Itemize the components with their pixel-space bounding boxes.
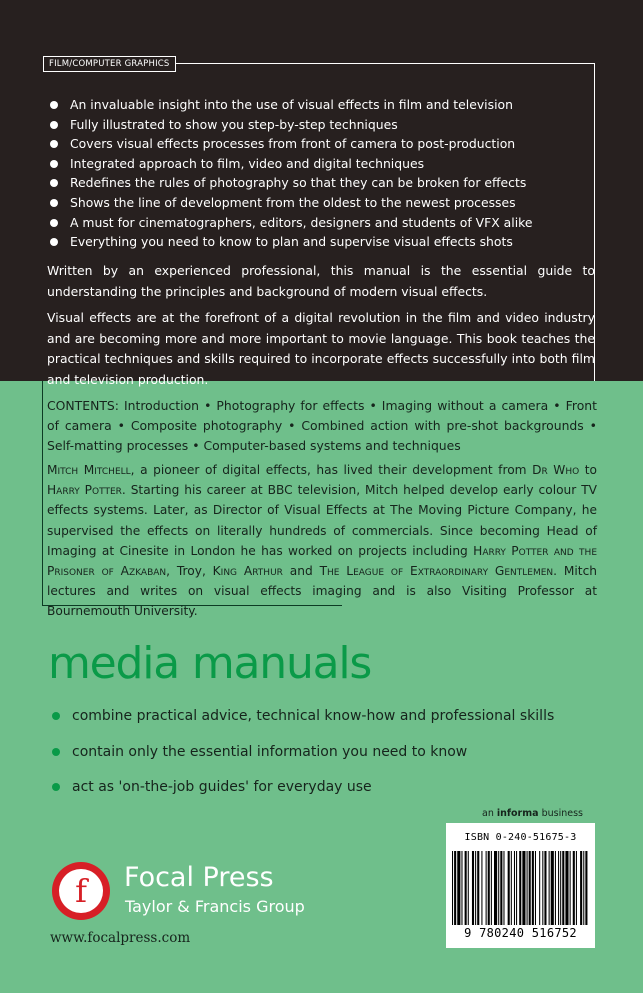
bullet-icon: [50, 140, 58, 148]
description-paragraph-2: Visual effects are at the forefront of a digital revolution in the film and video industry and are becoming more and more important to movie language. This book teaches the practical techniques and skills required to incorporate effects successfully into both film and television production.: [47, 310, 595, 387]
isbn-label: ISBN 0-240-51675-3: [464, 832, 577, 843]
barcode-bar: [565, 851, 568, 925]
bio-text: and: [282, 564, 320, 579]
barcode-bar: [475, 851, 476, 925]
barcode-bar: [514, 851, 515, 925]
barcode-bar: [522, 851, 525, 925]
informa-suffix: business: [538, 808, 583, 819]
barcode-bar: [488, 851, 490, 925]
barcode-bar: [560, 851, 561, 925]
barcode-bar: [576, 851, 577, 925]
author-name: Mitch Mitchell: [47, 463, 131, 477]
informa-credit: [482, 808, 583, 819]
barcode-bar: [508, 851, 510, 925]
barcode-bar: [529, 851, 531, 925]
barcode-bar: [461, 851, 462, 925]
series-benefit-list: [52, 705, 554, 812]
list-item: [50, 213, 590, 233]
bullet-icon: [52, 783, 60, 791]
list-item: [50, 193, 590, 213]
barcode-bar: [558, 851, 559, 925]
bullet-icon: [50, 121, 58, 129]
feature-text: Redefines the rules of photography so that they can be broken for effects: [70, 175, 527, 191]
barcode-bar: [527, 851, 528, 925]
feature-text: Covers visual effects processes from front of camera to post-production: [70, 136, 516, 152]
focal-press-logo-icon: [48, 858, 114, 924]
barcode-bar: [465, 851, 467, 925]
bullet-icon: [50, 199, 58, 207]
barcode-bar: [580, 851, 582, 925]
barcode-bar: [457, 851, 460, 925]
author-bio: [47, 460, 597, 622]
barcode-bar: [573, 851, 575, 925]
bullet-icon: [52, 712, 60, 720]
barcode-bar: [491, 851, 492, 925]
publisher-name: Focal Press: [124, 862, 274, 893]
list-item: [50, 154, 590, 174]
feature-text: Integrated approach to film, video and digital techniques: [70, 155, 425, 171]
barcode-graphic: [452, 851, 589, 925]
barcode-bar: [498, 851, 499, 925]
barcode-bar: [542, 851, 543, 925]
title-harry-potter: Harry Potter: [47, 483, 122, 498]
list-item: [50, 134, 590, 154]
title-king-arthur: King Arthur: [212, 564, 283, 579]
barcode-bar: [544, 851, 546, 925]
benefit-text: act as 'on-the-job guides' for everyday use: [72, 779, 372, 795]
publisher-website-link[interactable]: www.focalpress.com: [50, 930, 191, 946]
bullet-icon: [50, 160, 58, 168]
barcode-panel: [446, 823, 595, 948]
feature-text: Everything you need to know to plan and supervise visual effects shots: [70, 234, 513, 250]
bullet-icon: [50, 101, 58, 109]
title-league: The League of Extraordinary Gentlemen: [319, 564, 554, 579]
barcode-bar: [472, 851, 474, 925]
barcode-bar: [532, 851, 534, 925]
barcode-bar: [555, 851, 556, 925]
feature-list: [50, 95, 590, 252]
bio-text: , Troy,: [166, 564, 213, 579]
informa-brand: informa: [496, 808, 539, 819]
barcode-bar: [519, 851, 521, 925]
title-azkaban: Harry Potter and the Prisoner of Azkaban: [47, 543, 597, 579]
description-paragraph-1: Written by an experienced professional, this manual is the essential guide to understanding the principles and background of modern visual effects.: [47, 263, 595, 299]
publisher-group: Taylor & Francis Group: [125, 897, 305, 916]
list-item: [52, 741, 554, 777]
contents-paragraph: CONTENTS: Introduction • Photography for effects • Imaging without a camera • Front of camera • Composite photography • Combined action with pre-shot backgrounds • Self-matting processes • Computer-based systems and techniques: [47, 398, 597, 454]
feature-text: Shows the line of development from the oldest to the newest processes: [70, 194, 516, 210]
bio-text: to: [579, 463, 597, 477]
barcode-bar: [494, 851, 497, 925]
barcode-bar: [549, 851, 550, 925]
barcode-number: 9 780240 516752: [464, 926, 577, 940]
benefit-text: contain only the essential information you need to know: [72, 743, 468, 760]
list-item: [50, 95, 590, 115]
list-item: [50, 232, 590, 252]
bio-text: , a pioneer of digital effects, has lived their development from: [130, 463, 533, 477]
barcode-bar: [477, 851, 479, 925]
barcode-bar: [535, 851, 536, 925]
bio-text: . Mitch lectures and writes on visual effects imaging and is also Visiting Professor at Bournemouth University.: [47, 564, 598, 619]
barcode-bar: [551, 851, 554, 925]
bio-text: . Starting his career at BBC television, Mitch helped develop early colour TV effects systems. Later, as Director of Visual Effects at The Moving Picture Company, he supervised the effects on literally hundreds of commercials. Since becoming Head of Imaging at Cinesite in London he has worked on projects including: [47, 483, 597, 558]
barcode-bar: [454, 851, 456, 925]
barcode-bar: [500, 851, 502, 925]
bullet-icon: [50, 238, 58, 246]
list-item: [50, 173, 590, 193]
frame-line-left: [42, 381, 43, 605]
bullet-icon: [50, 219, 58, 227]
barcode-bar: [468, 851, 469, 925]
bullet-icon: [52, 748, 60, 756]
barcode-bar: [511, 851, 512, 925]
barcode-bar: [539, 851, 540, 925]
barcode-bar: [516, 851, 517, 925]
bullet-icon: [50, 179, 58, 187]
barcode-bar: [585, 851, 587, 925]
feature-text: A must for cinematographers, editors, designers and students of VFX alike: [70, 214, 533, 230]
barcode-bar: [562, 851, 564, 925]
barcode-bar: [481, 851, 482, 925]
list-item: [52, 776, 554, 812]
title-dr-who: Dr Who: [532, 463, 580, 477]
frame-line-top: [175, 63, 595, 64]
category-tag: FILM/COMPUTER GRAPHICS: [43, 56, 176, 72]
feature-text: An invaluable insight into the use of visual effects in film and television: [70, 97, 513, 112]
barcode-bar: [486, 851, 487, 925]
logo-letter: f: [75, 872, 87, 910]
barcode-bar: [583, 851, 584, 925]
informa-prefix: an: [482, 808, 497, 819]
barcode-bar: [452, 851, 453, 925]
feature-text: Fully illustrated to show you step-by-step techniques: [70, 116, 398, 132]
barcode-bar: [570, 851, 571, 925]
list-item: [52, 705, 554, 741]
benefit-text: combine practical advice, technical know-how and professional skills: [72, 708, 555, 724]
series-title: media manuals: [48, 638, 372, 689]
list-item: [50, 115, 590, 135]
barcode-bar: [503, 851, 504, 925]
